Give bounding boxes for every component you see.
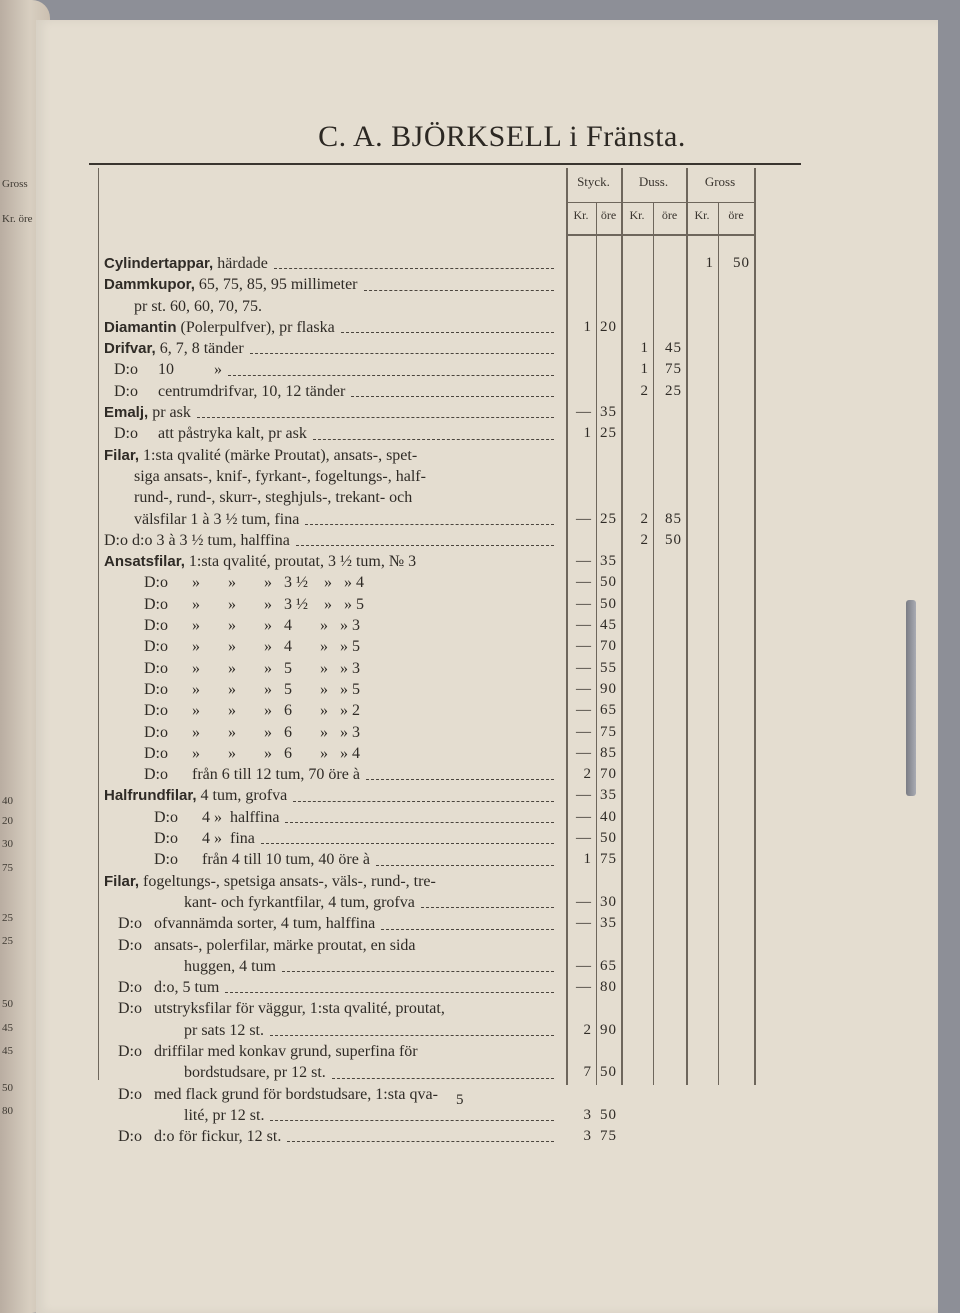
dot-leader <box>282 971 554 972</box>
price-row <box>104 466 794 487</box>
price-styck-ore: 30 <box>600 893 617 910</box>
item-text: D:o ofvannämda sorter, 4 tum, halffina <box>118 915 376 933</box>
item-description <box>154 849 558 870</box>
price-gross-ore: 50 <box>733 255 750 271</box>
column-rule <box>653 202 654 1085</box>
price-row <box>104 359 794 380</box>
item-text: 65, 75, 85, 95 millimeter <box>194 276 358 294</box>
item-text: 1:sta qvalité (märke Proutat), ansats-, spet- <box>139 446 418 464</box>
catalog-page <box>36 20 938 1313</box>
column-rule <box>566 168 568 1085</box>
price-styck-ore: 90 <box>600 1021 617 1038</box>
price-row <box>104 1105 794 1126</box>
item-description <box>184 892 558 913</box>
header-rule <box>566 202 754 203</box>
column-rule <box>621 168 623 1085</box>
item-description <box>144 679 558 700</box>
price-styck-kr: 7 <box>583 1064 592 1081</box>
price-row <box>104 977 794 998</box>
price-gross-kr: 1 <box>705 255 714 271</box>
item-description <box>118 998 558 1019</box>
item-description <box>114 423 558 444</box>
item-description <box>144 572 558 593</box>
price-styck-ore: 65 <box>600 702 617 719</box>
dot-leader <box>261 843 554 844</box>
price-styck-kr: — <box>576 595 592 612</box>
dot-leader <box>341 332 554 333</box>
price-row <box>104 935 794 956</box>
item-text: bordstudsare, pr 12 st. <box>184 1064 326 1082</box>
price-styck-ore: 55 <box>600 659 617 676</box>
item-description <box>144 700 558 721</box>
item-text: härdade <box>213 255 268 272</box>
column-rule <box>754 168 756 1085</box>
item-text: D:o att påstryka kalt, pr ask <box>114 425 307 443</box>
facing-page-fragment: 50 <box>2 1082 13 1094</box>
item-description <box>114 359 558 380</box>
item-name: Emalj, <box>104 404 149 422</box>
price-styck-ore: 80 <box>600 979 617 996</box>
price-styck-kr: 1 <box>583 318 592 335</box>
column-rule <box>596 202 597 1085</box>
header-rule <box>566 234 754 236</box>
item-name: Drifvar, <box>104 340 156 358</box>
price-styck-ore: 20 <box>600 318 617 335</box>
price-styck-kr: — <box>576 638 592 655</box>
dot-leader <box>274 268 554 269</box>
item-text: D:o d:o 3 à 3 ½ tum, halffina <box>104 531 290 549</box>
item-description <box>104 338 558 359</box>
dot-leader <box>313 439 554 440</box>
item-description <box>184 1105 558 1126</box>
item-text: (Polerpulfver), pr flaska <box>176 318 335 336</box>
dot-leader <box>225 992 554 993</box>
item-description <box>134 466 558 487</box>
price-styck-ore: 25 <box>600 510 617 527</box>
binder-clip <box>906 600 916 796</box>
price-duss-ore: 75 <box>665 361 682 378</box>
item-name: Halfrundfilar, <box>104 787 197 805</box>
price-styck-ore: 35 <box>600 915 617 932</box>
price-row <box>104 338 794 359</box>
item-name: Filar, <box>104 872 140 890</box>
item-description <box>154 828 558 849</box>
price-row <box>104 658 794 679</box>
item-text: 6, 7, 8 tänder <box>155 340 244 358</box>
dot-leader <box>293 801 554 802</box>
price-row <box>104 892 794 913</box>
item-text: D:o driffilar med konkav grund, superfina för <box>118 1042 418 1060</box>
dot-leader <box>287 1141 554 1142</box>
item-text: välsfilar 1 à 3 ½ tum, fina <box>134 510 300 528</box>
item-text: D:o centrumdrifvar, 10, 12 tänder <box>114 382 346 400</box>
price-row <box>104 402 794 423</box>
item-text: siga ansats-, knif-, fyrkant-, fogeltungs-, half- <box>134 467 426 485</box>
item-text: D:o med flack grund för bordstudsare, 1:sta qva- <box>118 1085 438 1103</box>
item-description <box>114 381 558 402</box>
item-name: Filar, <box>104 446 140 464</box>
item-text: pr st. 60, 60, 70, 75. <box>134 297 262 315</box>
price-row <box>104 423 794 444</box>
item-text: fogeltungs-, spetsiga ansats-, väls-, rund-, tre- <box>139 872 436 890</box>
item-description <box>134 509 558 530</box>
page-title: C. A. BJÖRKSELL i Fränsta. <box>318 120 686 153</box>
price-styck-kr: 3 <box>583 1106 592 1123</box>
price-styck-ore: 75 <box>600 851 617 868</box>
item-text: D:o från 6 till 12 tum, 70 öre à <box>144 766 360 784</box>
price-styck-kr: 3 <box>583 1128 592 1145</box>
price-row <box>104 722 794 743</box>
dot-leader <box>197 417 554 418</box>
price-row <box>104 445 794 466</box>
item-description <box>134 487 558 508</box>
column-rule <box>718 202 719 1085</box>
item-text: pr ask <box>148 404 191 422</box>
facing-page-fragment: 20 <box>2 815 13 827</box>
price-styck-ore: 75 <box>600 1128 617 1145</box>
dot-leader <box>285 822 554 823</box>
price-styck-ore: 70 <box>600 638 617 655</box>
price-styck-ore: 35 <box>600 404 617 421</box>
price-row <box>104 700 794 721</box>
price-row <box>104 594 794 615</box>
price-styck-kr: — <box>576 702 592 719</box>
price-row <box>104 679 794 700</box>
item-description <box>144 594 558 615</box>
item-text: D:o » » » 6 » » 2 <box>144 702 360 720</box>
item-text: 4 tum, grofva <box>196 787 288 805</box>
price-styck-kr: — <box>576 574 592 591</box>
dot-leader <box>250 353 554 354</box>
item-text: D:o ansats-, polerfilar, märke proutat, en sida <box>118 936 416 954</box>
price-styck-kr: 1 <box>583 425 592 442</box>
facing-page-fragment: 30 <box>2 838 13 850</box>
price-styck-kr: — <box>576 617 592 634</box>
dot-leader <box>270 1120 554 1121</box>
price-styck-ore: 50 <box>600 830 617 847</box>
item-text: D:o 4 » fina <box>154 830 255 848</box>
item-name: Cylindertappar, <box>104 255 214 272</box>
column-header-styck: Styck. <box>577 174 610 189</box>
item-description <box>104 445 558 466</box>
dot-leader <box>351 396 554 397</box>
price-styck-kr: — <box>576 915 592 932</box>
item-description <box>144 636 558 657</box>
column-subheader: öre <box>600 208 617 222</box>
price-row <box>104 487 794 508</box>
item-description <box>184 1020 558 1041</box>
price-styck-kr: — <box>576 723 592 740</box>
price-styck-kr: — <box>576 659 592 676</box>
item-description <box>118 913 558 934</box>
item-text: D:o 4 » halffina <box>154 808 280 826</box>
price-row <box>104 998 794 1019</box>
column-subheader: Kr. <box>694 208 710 222</box>
title-rule <box>89 163 801 165</box>
item-description <box>104 402 558 423</box>
item-description <box>154 807 558 828</box>
column-rule <box>686 168 688 1085</box>
dot-leader <box>296 545 554 546</box>
price-duss-ore: 25 <box>665 382 682 399</box>
item-description <box>104 274 558 295</box>
item-text: huggen, 4 tum <box>184 957 276 975</box>
item-text: D:o » » » 4 » » 3 <box>144 617 360 635</box>
item-description <box>144 615 558 636</box>
price-styck-kr: 2 <box>583 1021 592 1038</box>
item-description <box>104 551 558 572</box>
column-subheader: Kr. <box>573 208 589 222</box>
item-description <box>104 785 558 806</box>
price-row <box>104 274 794 295</box>
price-row <box>104 317 794 338</box>
price-row <box>104 615 794 636</box>
price-styck-kr: — <box>576 830 592 847</box>
price-styck-ore: 45 <box>600 617 617 634</box>
price-duss-kr: 2 <box>640 510 649 527</box>
price-styck-kr: 2 <box>583 766 592 783</box>
item-text: 1:sta qvalité, proutat, 3 ½ tum, № 3 <box>184 553 417 571</box>
dot-leader <box>228 375 554 376</box>
item-description <box>144 743 558 764</box>
price-styck-ore: 90 <box>600 680 617 697</box>
item-text: D:o från 4 till 10 tum, 40 öre à <box>154 851 370 869</box>
facing-page-fragment: 45 <box>2 1022 13 1034</box>
item-description <box>104 530 558 551</box>
item-text: lité, pr 12 st. <box>184 1106 265 1124</box>
price-row <box>104 785 794 806</box>
price-styck-ore: 40 <box>600 808 617 825</box>
item-text: kant- och fyrkantfilar, 4 tum, grofva <box>184 893 415 911</box>
item-text: D:o d:o, 5 tum <box>118 979 220 997</box>
price-styck-kr: — <box>576 893 592 910</box>
column-header-duss: Duss. <box>638 174 669 189</box>
price-styck-kr: — <box>576 979 592 996</box>
item-description <box>134 296 558 317</box>
price-styck-kr: — <box>576 510 592 527</box>
price-row <box>104 764 794 785</box>
dot-leader <box>381 929 554 930</box>
item-description <box>104 253 558 274</box>
price-styck-ore: 25 <box>600 425 617 442</box>
item-text: D:o d:o för fickur, 12 st. <box>118 1128 282 1146</box>
column-subheader: öre <box>728 208 744 222</box>
price-styck-kr: — <box>576 808 592 825</box>
price-list <box>104 253 794 1147</box>
price-styck-kr: — <box>576 957 592 974</box>
price-row <box>104 530 794 551</box>
item-name: Diamantin <box>104 318 177 336</box>
facing-page-fragment: Gross <box>2 178 28 190</box>
item-description <box>118 1126 558 1147</box>
facing-page-fragment: Kr. öre <box>2 213 33 225</box>
price-row <box>104 1126 794 1147</box>
price-styck-ore: 35 <box>600 553 617 570</box>
price-styck-kr: — <box>576 680 592 697</box>
price-styck-ore: 35 <box>600 787 617 804</box>
price-styck-ore: 50 <box>600 595 617 612</box>
price-duss-ore: 50 <box>665 531 682 548</box>
item-name: Dammkupor, <box>104 276 195 294</box>
price-row <box>104 636 794 657</box>
price-row <box>104 572 794 593</box>
item-text: D:o » » » 6 » » 4 <box>144 744 360 762</box>
item-description <box>144 658 558 679</box>
price-row <box>104 1020 794 1041</box>
facing-page-fragment: 40 <box>2 795 13 807</box>
facing-page-fragment: 80 <box>2 1105 13 1117</box>
price-row <box>104 1041 794 1062</box>
price-styck-ore: 50 <box>600 1106 617 1123</box>
price-styck-ore: 50 <box>600 574 617 591</box>
column-header-gross: Gross <box>704 174 736 189</box>
price-row <box>104 849 794 870</box>
item-description <box>184 1062 558 1083</box>
price-row <box>104 743 794 764</box>
dot-leader <box>364 290 554 291</box>
dot-leader <box>421 907 554 908</box>
price-row <box>104 551 794 572</box>
column-subheader: Kr. <box>629 208 645 222</box>
price-row <box>104 381 794 402</box>
item-text: pr sats 12 st. <box>184 1021 264 1039</box>
item-description <box>184 956 558 977</box>
dot-leader <box>305 524 554 525</box>
price-row <box>104 913 794 934</box>
price-styck-ore: 50 <box>600 1064 617 1081</box>
dot-leader <box>376 865 554 866</box>
column-rule <box>98 168 99 1080</box>
price-row <box>104 828 794 849</box>
price-row <box>104 956 794 977</box>
facing-page-fragment: 25 <box>2 912 13 924</box>
item-text: D:o » » » 6 » » 3 <box>144 723 360 741</box>
item-description <box>144 764 558 785</box>
item-text: D:o » » » 5 » » 5 <box>144 680 360 698</box>
page-number: 5 <box>456 1092 464 1108</box>
price-duss-kr: 1 <box>640 361 649 378</box>
item-description <box>118 1041 558 1062</box>
dot-leader <box>270 1035 554 1036</box>
item-text: D:o 10 » <box>114 361 222 379</box>
item-description <box>118 935 558 956</box>
item-description <box>104 317 558 338</box>
price-row <box>104 253 794 274</box>
price-styck-kr: 1 <box>583 851 592 868</box>
price-styck-kr: — <box>576 553 592 570</box>
item-description <box>118 977 558 998</box>
facing-page-fragment: 25 <box>2 935 13 947</box>
item-text: D:o » » » 3 ½ » » 4 <box>144 574 364 592</box>
item-text: D:o » » » 4 » » 5 <box>144 638 360 656</box>
item-description <box>118 1084 558 1105</box>
price-styck-ore: 85 <box>600 744 617 761</box>
dot-leader <box>366 779 554 780</box>
price-row <box>104 509 794 530</box>
price-duss-ore: 45 <box>665 340 682 357</box>
price-row <box>104 296 794 317</box>
price-styck-kr: — <box>576 404 592 421</box>
price-row <box>104 1084 794 1105</box>
price-styck-kr: — <box>576 744 592 761</box>
item-text: rund-, rund-, skurr-, steghjuls-, trekant- och <box>134 489 413 507</box>
price-duss-kr: 2 <box>640 531 649 548</box>
price-duss-kr: 1 <box>640 340 649 357</box>
item-text: D:o utstryksfilar för väggur, 1:sta qvalité, proutat, <box>118 1000 445 1018</box>
price-styck-ore: 75 <box>600 723 617 740</box>
item-name: Ansatsfilar, <box>104 553 185 571</box>
facing-page-fragment: 75 <box>2 862 13 874</box>
price-row <box>104 807 794 828</box>
price-row <box>104 1062 794 1083</box>
facing-page-fragment: 45 <box>2 1045 13 1057</box>
item-text: D:o » » » 3 ½ » » 5 <box>144 595 364 613</box>
column-subheader: öre <box>661 208 678 222</box>
item-text: D:o » » » 5 » » 3 <box>144 659 360 677</box>
price-duss-kr: 2 <box>640 382 649 399</box>
price-duss-ore: 85 <box>665 510 682 527</box>
price-styck-ore: 70 <box>600 766 617 783</box>
dot-leader <box>332 1078 554 1079</box>
item-description <box>144 722 558 743</box>
price-row <box>104 871 794 892</box>
item-description <box>104 871 558 892</box>
facing-page-fragment: 50 <box>2 998 13 1010</box>
price-styck-kr: — <box>576 787 592 804</box>
price-styck-ore: 65 <box>600 957 617 974</box>
